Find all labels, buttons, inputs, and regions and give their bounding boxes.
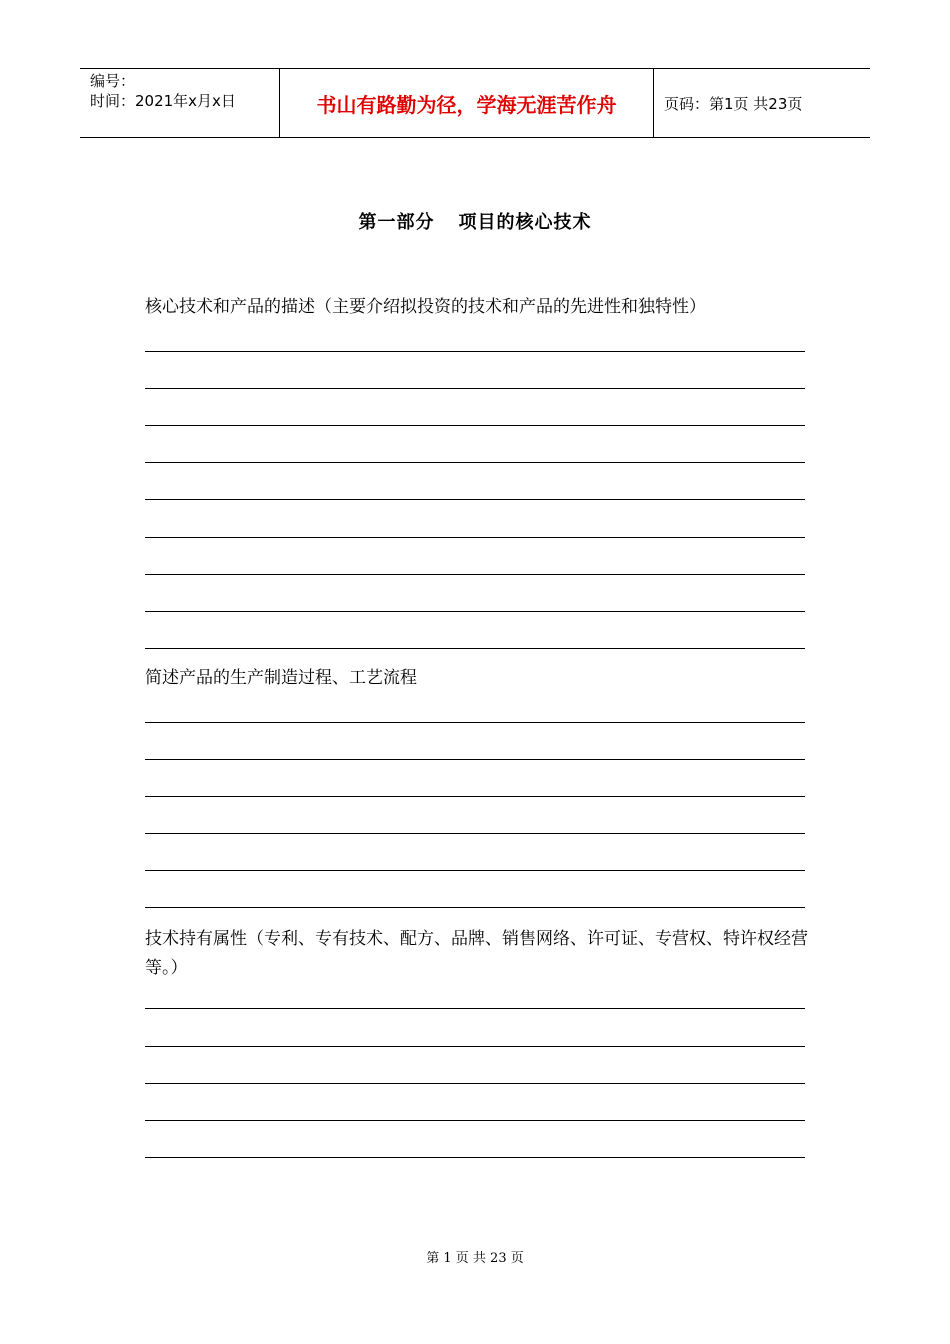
answer-line[interactable] (145, 611, 805, 612)
answer-line[interactable] (145, 537, 805, 538)
document-header (80, 68, 870, 138)
answer-line[interactable] (145, 574, 805, 575)
answer-line[interactable] (145, 796, 805, 797)
answer-line[interactable] (145, 1120, 805, 1121)
time-label: 时间：2021年x月x日 (90, 92, 236, 110)
section-1-label: 核心技术和产品的描述（主要介绍拟投资的技术和产品的先进性和独特性） (145, 297, 706, 317)
answer-line[interactable] (145, 870, 805, 871)
answer-line[interactable] (145, 648, 805, 649)
answer-line[interactable] (145, 462, 805, 463)
title-part: 第一部分 (358, 212, 435, 233)
answer-line[interactable] (145, 1083, 805, 1084)
page-footer: 第 1 页 共 23 页 (426, 1251, 524, 1266)
answer-line[interactable] (145, 425, 805, 426)
section-title (0, 208, 950, 234)
answer-line[interactable] (145, 1046, 805, 1047)
section-3-label: 技术持有属性（专利、专有技术、配方、品牌、销售网络、许可证、专营权、特许权经营等。） (145, 929, 808, 978)
header-motto: 书山有路勤为径，学海无涯苦作舟 (280, 69, 654, 137)
answer-line[interactable] (145, 351, 805, 352)
number-label: 编号： (90, 72, 136, 90)
answer-line[interactable] (145, 833, 805, 834)
answer-line[interactable] (145, 722, 805, 723)
answer-line[interactable] (145, 907, 805, 908)
answer-line[interactable] (145, 1008, 805, 1009)
section-2-label: 简述产品的生产制造过程、工艺流程 (145, 668, 417, 688)
header-page-info: 页码：第1页 共23页 (664, 94, 803, 113)
answer-line[interactable] (145, 759, 805, 760)
answer-line[interactable] (145, 388, 805, 389)
answer-line[interactable] (145, 1157, 805, 1158)
header-meta-cell (80, 69, 280, 137)
answer-line[interactable] (145, 499, 805, 500)
title-name: 项目的核心技术 (458, 212, 592, 233)
